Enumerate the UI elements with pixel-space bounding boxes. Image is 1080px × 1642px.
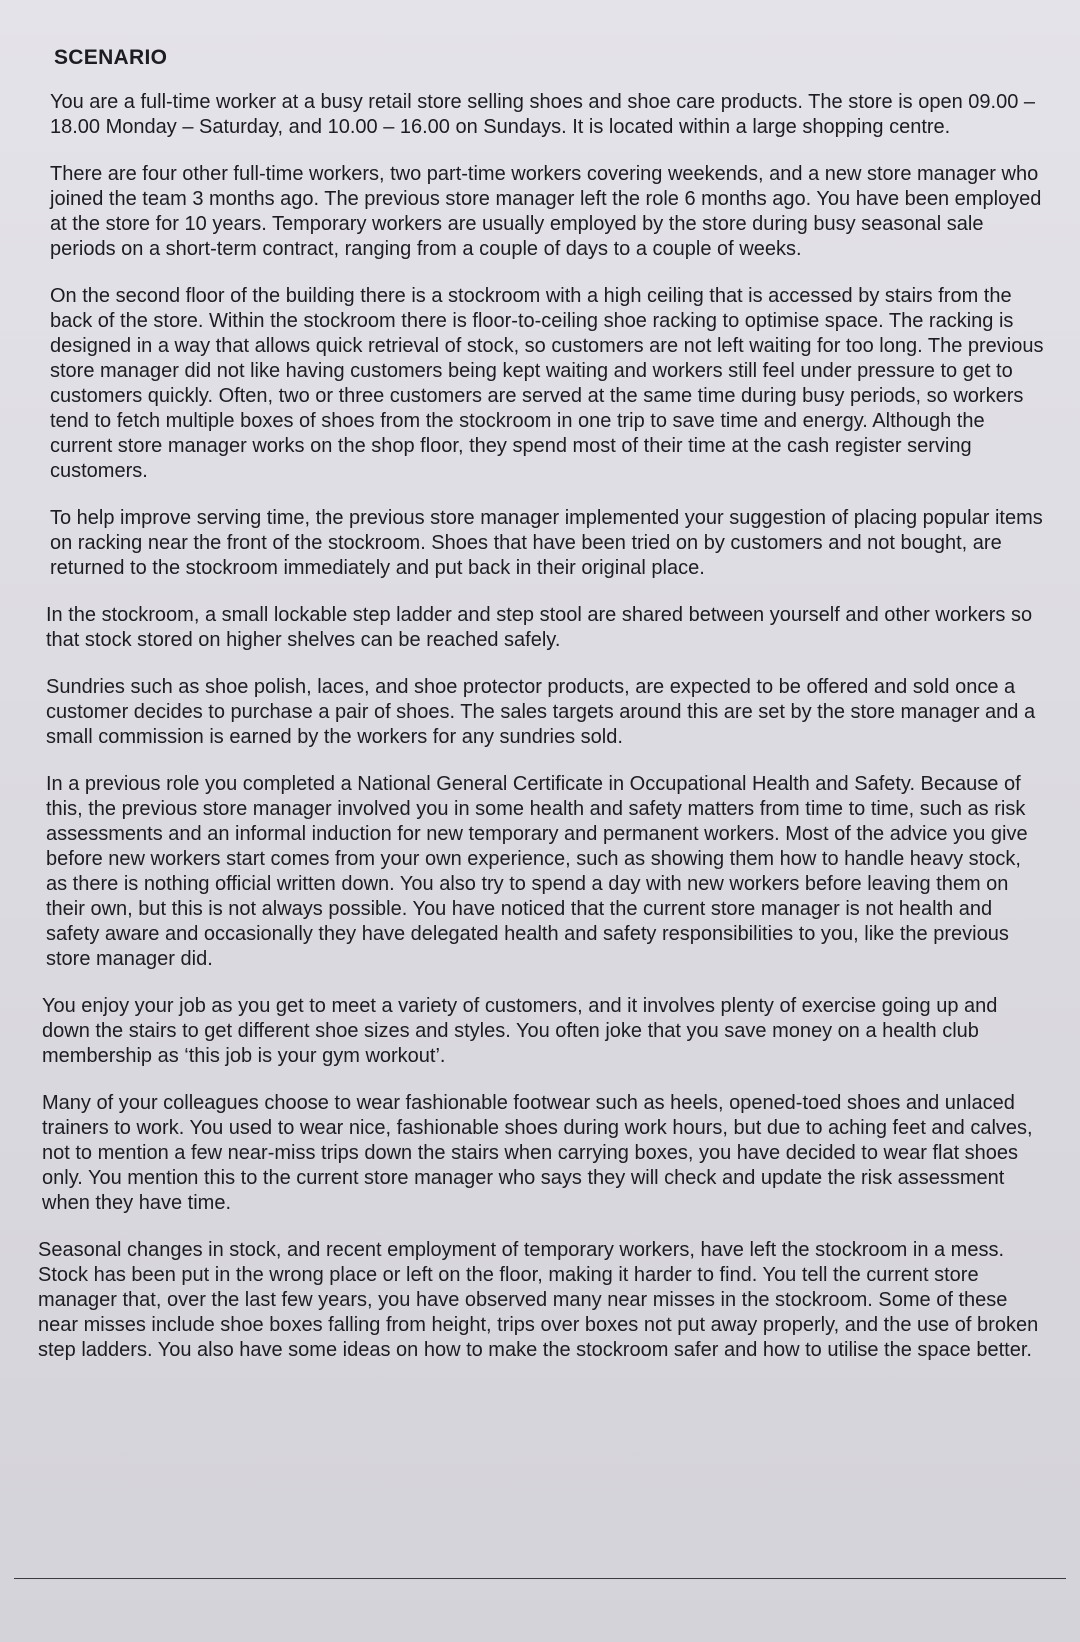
paragraph-store-overview: You are a full-time worker at a busy retail store selling shoes and shoe care products. The store is open 09.00 – 18.00 Monday – Saturday, and 10.00 – 16.00 on Sundays. It is located within a large shopping centre. [50, 91, 1035, 138]
scenario-heading: SCENARIO [54, 46, 168, 69]
paragraph-near-misses: Seasonal changes in stock, and recent employment of temporary workers, have left the stockroom in a mess. Stock has been put in the wrong place or left on the floor, making it harder to find. You tell the current store manager that, over the last few years, you have observed many near misses in the stockroom. Some of these near misses include shoe boxes falling from height, trips over boxes not put away properly, and the use of broken step ladders. You also have some ideas on how to make the stockroom safer and how to utilise the space better. [38, 1239, 1039, 1361]
paragraph-health-safety: In a previous role you completed a National General Certificate in Occupational Health and Safety. Because of this, the previous store manager involved you in some health and safety matters from time to time, such as risk assessments and an informal induction for new temporary and permanent workers. Most of the advice you give before new workers start comes from your own experience, such as showing them how to handle heavy stock, as there is nothing official written down. You also try to spend a day with new workers before leaving them on their own, but this is not always possible. You have noticed that the current store manager is not health and safety aware and occasionally they have delegated health and safety responsibilities to you, like the previous store manager did. [46, 773, 1028, 970]
bottom-divider [14, 1578, 1066, 1579]
paragraph-staffing: There are four other full-time workers, two part-time workers covering weekends, and a new store manager who joined the team 3 months ago. The previous store manager left the role 6 months ago. You have been employed at the store for 10 years. Temporary workers are usually employed by the store during busy seasonal sale periods on a short-term contract, ranging from a couple of days to a couple of weeks. [50, 163, 1042, 260]
paragraph-stockroom: On the second floor of the building there is a stockroom with a high ceiling that is accessed by stairs from the back of the store. Within the stockroom there is floor-to-ceiling shoe racking to optimise space. The racking is designed in a way that allows quick retrieval of stock, so customers are not left waiting for too long. The previous store manager did not like having customers being kept waiting and workers still feel under pressure to get to customers quickly. Often, two or three customers are served at the same time during busy periods, so workers tend to fetch multiple boxes of shoes from the stockroom in one trip to save time and energy. Although the current store manager works on the shop floor, they spend most of their time at the cash register serving customers. [50, 285, 1044, 482]
paragraph-step-ladder: In the stockroom, a small lockable step ladder and step stool are shared between yourself and other workers so that stock stored on higher shelves can be reached safely. [46, 604, 1033, 651]
paragraph-serving-time: To help improve serving time, the previous store manager implemented your suggestion of placing popular items on racking near the front of the stockroom. Shoes that have been tried on by customers and not bought, are returned to the stockroom immediately and put back in their original place. [50, 507, 1043, 579]
paragraph-enjoy-job: You enjoy your job as you get to meet a variety of customers, and it involves plenty of exercise going up and down the stairs to get different shoe sizes and styles. You often joke that you save money on a health club membership as ‘this job is your gym workout’. [42, 995, 998, 1067]
paragraph-sundries: Sundries such as shoe polish, laces, and shoe protector products, are expected to be offered and sold once a customer decides to purchase a pair of shoes. The sales targets around this are set by the store manager and a small commission is earned by the workers for any sundries sold. [46, 676, 1036, 748]
paragraph-footwear: Many of your colleagues choose to wear fashionable footwear such as heels, opened-toed shoes and unlaced trainers to work. You used to wear nice, fashionable shoes during work hours, but due to aching feet and calves, not to mention a few near-miss trips down the stairs when carrying boxes, you have decided to wear flat shoes only. You mention this to the current store manager who says they will check and update the risk assessment when they have time. [42, 1092, 1033, 1214]
